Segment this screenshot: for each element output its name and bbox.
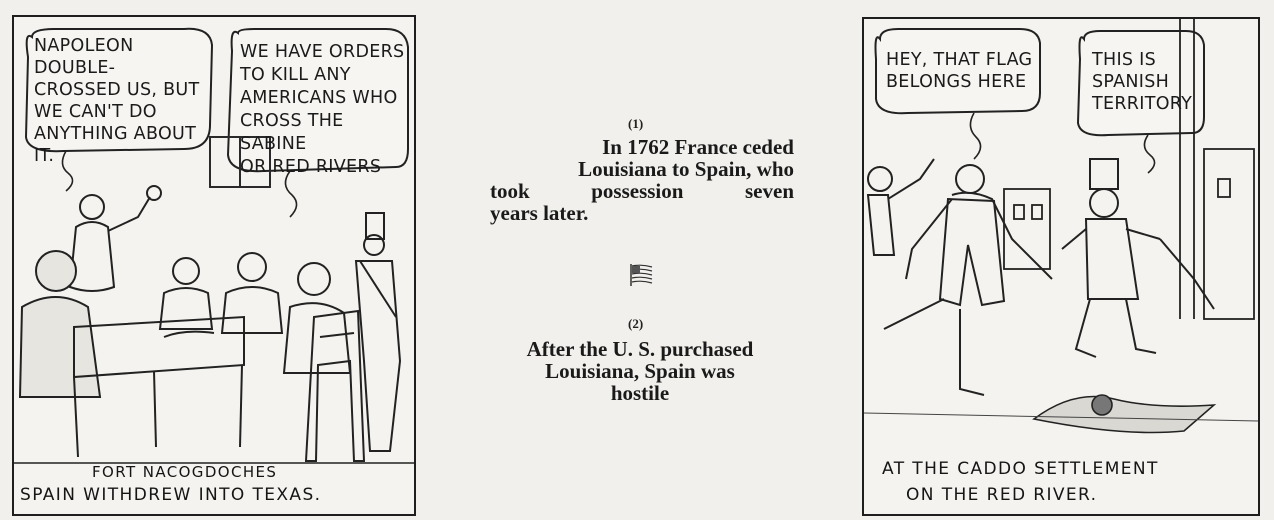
trampled-flag — [1034, 395, 1214, 433]
bubble-4-line: SPANISH — [1092, 72, 1170, 92]
chair — [306, 311, 364, 461]
item-1-line: In 1762 France ceded — [602, 135, 794, 159]
bubble-3-line: BELONGS HERE — [886, 72, 1027, 92]
speech-bubble-4-text — [1092, 49, 1202, 115]
left-panel-caption: SPAIN WITHDREW INTO TEXAS. — [20, 485, 322, 505]
location-label: FORT NACOGDOCHES — [92, 463, 278, 481]
item-2-line: Louisiana, Spain was — [545, 359, 735, 383]
bubble-4-line: TERRITORY — [1092, 94, 1193, 114]
left-comic-panel — [12, 15, 416, 516]
item-2-line: After the U. S. purchased — [526, 337, 754, 361]
standing-officer-figure — [70, 186, 161, 291]
bubble-1-line: CROSSED US, BUT — [34, 80, 200, 100]
spanish-soldier-figure — [1062, 159, 1214, 357]
item-1-line: took possession seven — [490, 179, 794, 203]
seated-officers — [160, 253, 350, 373]
item-1-number: (1) — [628, 116, 644, 131]
speech-bubble-1-text — [34, 35, 210, 167]
right-panel-caption-line-1: AT THE CADDO SETTLEMENT — [882, 459, 1159, 479]
item-2-text — [480, 338, 800, 404]
bubble-2-line: OR RED RIVERS — [240, 157, 382, 177]
bubble-1-line: WE CAN'T DO — [34, 102, 157, 122]
bubble-1-line: IT. — [34, 146, 55, 166]
bubble-1-line: NAPOLEON DOUBLE- — [34, 36, 134, 78]
bubble-2-line: CROSS THE SABINE — [240, 111, 344, 154]
bubble-1-line: ANYTHING ABOUT — [34, 124, 197, 144]
item-2-number: (2) — [628, 316, 644, 331]
item-2-line: hostile — [610, 381, 670, 405]
bubble-2-line: WE HAVE ORDERS — [240, 42, 405, 62]
bubble-2-line: TO KILL ANY — [240, 65, 351, 85]
frontiersman-figure — [884, 165, 1052, 395]
speech-bubble-3-tail — [970, 113, 980, 159]
speech-bubble-3-text — [886, 49, 1046, 93]
item-1-line: years later. — [490, 201, 589, 225]
right-panel-caption-line-2: ON THE RED RIVER. — [906, 485, 1098, 505]
bubble-3-line: HEY, THAT FLAG — [886, 50, 1033, 70]
speech-bubble-4-tail — [1144, 135, 1154, 173]
bubble-4-line: THIS IS — [1092, 50, 1157, 70]
speech-bubble-2-text — [240, 41, 410, 179]
item-1-text — [490, 136, 794, 224]
right-comic-panel — [862, 17, 1260, 516]
item-1-line: Louisiana to Spain, who — [578, 157, 794, 181]
us-flag-icon — [630, 264, 654, 286]
bubble-2-line: AMERICANS WHO — [240, 88, 398, 108]
background-man-figure — [868, 159, 934, 255]
